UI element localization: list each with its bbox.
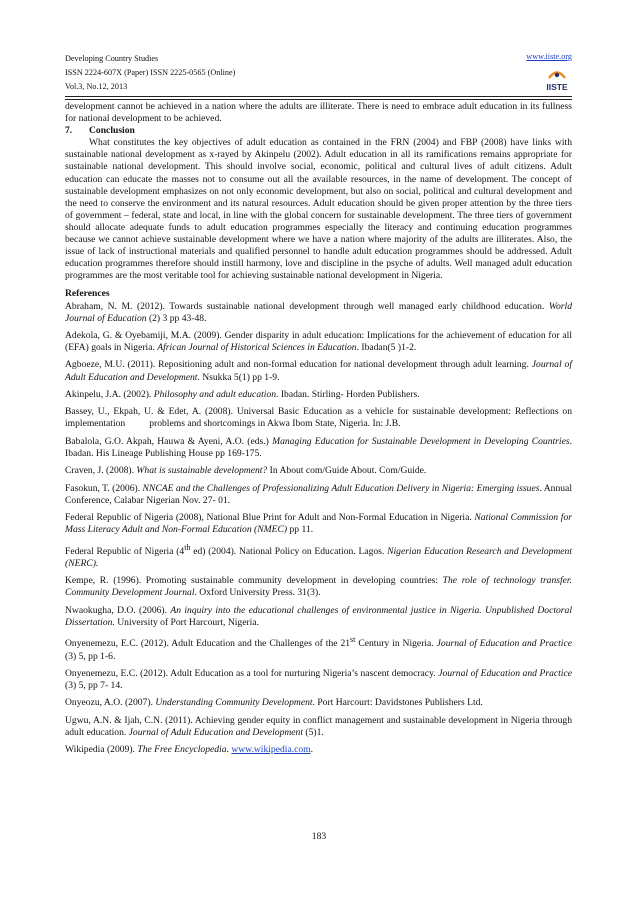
reference-text: (3) 5, pp 1-6. — [65, 650, 116, 662]
reference-italic: Nigerian Education Research and Development (NERC). — [65, 545, 573, 569]
reference-item — [65, 575, 572, 599]
reference-italic: NNCAE and the Challenges of Professionalizing Adult Education Delivery in Nigeria: Emerging issues — [142, 482, 540, 494]
reference-text: Abraham, N. M. (2012). Towards sustainable national development through well managed early childhood education. — [65, 300, 549, 312]
header-rule — [65, 96, 572, 97]
reference-text: In About com/Guide About. Com/Guide. — [267, 465, 427, 477]
reference-text: Wikipedia (2009). — [65, 744, 138, 756]
reference-text: Ugwu, A.N. & Ijah, C.N. (2011). Achieving gender equity in conflict management and sustainable development in Nigeria through adult education. — [65, 714, 572, 738]
reference-text: (3) 5, pp 7- 14. — [65, 680, 123, 692]
reference-text: Federal Republic of Nigeria (4 — [65, 545, 185, 557]
reference-text: Adekola, G. & Oyebamiji, M.A. (2009). Gender disparity in adult education: Implications for the achievement of education for all (EFA) goals in Nigeria. — [65, 329, 572, 354]
reference-italic: An inquiry into the educational challenges of environmental justice in Nigeria. Unpublished Doctoral Dissertation. — [65, 604, 572, 628]
reference-italic: What is sustainable development? — [136, 465, 268, 477]
volume-line: Vol.3, No.12, 2013 — [65, 82, 128, 91]
reference-text: . Port Harcourt: Davidstones Publishers Ltd. — [312, 697, 483, 709]
reference-text: Century in Nigeria. — [355, 638, 437, 650]
reference-italic: Journal of Education and Practice — [436, 638, 572, 650]
reference-item — [65, 301, 572, 325]
reference-italic: The Free Encyclopedia — [137, 744, 227, 756]
reference-text: Babalola, G.O. Akpah, Hauwa & Ayeni, A.O. (eds.) — [65, 435, 273, 447]
reference-link[interactable]: www.wikipedia.com — [231, 744, 311, 756]
reference-italic: Journal of Adult Education and Development — [128, 726, 304, 738]
references-title: References — [65, 288, 110, 300]
reference-text: (2) 3 pp 43-48. — [146, 312, 207, 324]
reference-text: . Ibadan. Stirling- Horden Publishers. — [276, 388, 420, 400]
reference-item — [65, 389, 572, 401]
reference-italic: Journal of Adult Education and Development — [65, 359, 572, 383]
reference-italic: World Journal of Education — [65, 300, 572, 324]
reference-item — [65, 697, 572, 709]
reference-text: . Nsukka 5(1) pp 1-9. — [197, 371, 280, 383]
reference-text: Nwaokugha, D.O. (2006). — [65, 604, 171, 616]
reference-italic: The role of technology transfer. Community Development Journal — [65, 575, 572, 599]
reference-italic: Journal of Education and Practice — [438, 667, 572, 679]
iiste-logo-icon — [543, 67, 571, 93]
reference-text: (5)1. — [303, 726, 324, 738]
reference-italic: National Commission for Mass Literacy Adult and Non-Formal Education (NMEC) — [65, 512, 572, 536]
reference-text: Agboeze, M.U. (2011). Repositioning adult and non-formal education for national development through adult learning. — [65, 359, 532, 371]
reference-item — [65, 330, 572, 354]
reference-item — [65, 436, 572, 460]
reference-text: Kempe, R. (1996). Promoting sustainable community development in developing countries: — [65, 575, 443, 587]
reference-italic: Managing Education for Sustainable Development in Developing Countries — [272, 435, 570, 447]
journal-name: Developing Country Studies — [65, 54, 159, 63]
reference-item — [65, 605, 572, 629]
reference-text: ed) (2004). National Policy on Education. Lagos. — [190, 545, 388, 557]
reference-item — [65, 512, 572, 536]
reference-superscript: th — [184, 542, 191, 552]
reference-text: . Ibadan. His Lineage Publishing House pp 169-175. — [65, 435, 572, 459]
reference-item — [65, 542, 572, 570]
reference-text: problems and shortcomings in Akwa Ibom State, Nigeria. In: J.B. — [149, 418, 401, 430]
reference-item — [65, 715, 572, 739]
section-title: Conclusion — [89, 125, 135, 137]
reference-text: . Ibadan(5 )1-2. — [356, 342, 417, 354]
conclusion-paragraph: What constitutes the key objectives of adult education as contained in the FRN (2004) and FBP (2008) have links with sustainable national development as x-rayed by Akinpelu (2002). Adult education in all its ramifications remains appropriate for sustainable national development. This should involve social, economic, political and cultural lives of adult citizens. Adult education can educate the masses not to consume out all the available resources, in the name of development. The concept of sustainable development emphasizes on not only economic development, but also on social, political and cultural development and the need to conserve the environment and its natural resources. Adult education should be given proper attention by the three tiers of government – federal, state and local, in line with the global concern for sustainable development. The three tiers of government should allocate adequate funds to adult education programmes especially the literacy and continuing education programmes because we cannot achieve sustainable development where we have a nation where majority of the adults are illiterates. Also, the issue of lack of instructional materials and qualified personnel to handle adult education programmes should be addressed. Adult education programmes therefore should instill harmony, love and discipline in the psyche of adults. Well managed adult education programmes are the most veritable tool for achieving sustainable national development in Nigeria. — [65, 137, 572, 282]
logo-text: IISTE — [546, 82, 568, 92]
reference-superscript: st — [350, 635, 356, 645]
intro-paragraph: development cannot be achieved in a nation where the adults are illiterate. There is need to embrace adult education in its fullness for national development to be achieved. — [65, 101, 572, 125]
reference-text: Federal Republic of Nigeria (2008), National Blue Print for Adult and Non-Formal Education in Nigeria. — [65, 512, 475, 524]
reference-italic: Philosophy and adult education — [153, 388, 277, 400]
reference-item — [65, 483, 572, 507]
reference-text: pp 11. — [287, 524, 314, 536]
issn-line: ISSN 2224-607X (Paper) ISSN 2225-0565 (Online) — [65, 68, 236, 77]
reference-text: . Oxford University Press. 31(3). — [194, 587, 321, 599]
page-number: 183 — [311, 831, 327, 842]
reference-text: Onyenemezu, E.C. (2012). Adult Education and the Challenges of the 21 — [65, 638, 351, 650]
running-header — [65, 52, 235, 94]
reference-text: Akinpelu, J.A. (2002). — [65, 388, 154, 400]
reference-list — [65, 301, 572, 757]
reference-text: Bassey, U., Ekpah, U. & Edet, A. (2008). Universal Basic Education as a vehicle for sustainable development: Reflections on implementation — [65, 406, 572, 430]
reference-text: . — [310, 744, 314, 756]
reference-item — [65, 744, 572, 756]
header-rule-thin — [65, 99, 572, 100]
reference-item — [65, 465, 572, 477]
reference-italic: Understanding Community Development — [155, 697, 313, 709]
reference-italic: African Journal of Historical Sciences in Education — [157, 342, 357, 354]
reference-text: Craven, J. (2008). — [65, 465, 137, 477]
reference-text: University of Port Harcourt, Nigeria. — [114, 616, 259, 628]
reference-item — [65, 634, 572, 662]
reference-item — [65, 668, 572, 692]
reference-text: . — [226, 744, 232, 756]
section-number: 7. — [65, 125, 73, 137]
reference-item — [65, 406, 572, 430]
reference-text: Onyeozu, A.O. (2007). — [65, 697, 156, 709]
journal-url-link[interactable]: www.iiste.org — [526, 52, 572, 61]
reference-text: Fasokun, T. (2006). — [65, 482, 143, 494]
reference-text: . Annual Conference, Calabar Nigerian Nov. 27- 01. — [65, 482, 572, 506]
reference-item — [65, 359, 572, 383]
reference-text: Onyenemezu, E.C. (2012). Adult Education as a tool for nurturing Nigeria’s nascent democracy. — [65, 667, 439, 679]
section-heading — [65, 125, 572, 137]
body-text — [65, 101, 572, 756]
